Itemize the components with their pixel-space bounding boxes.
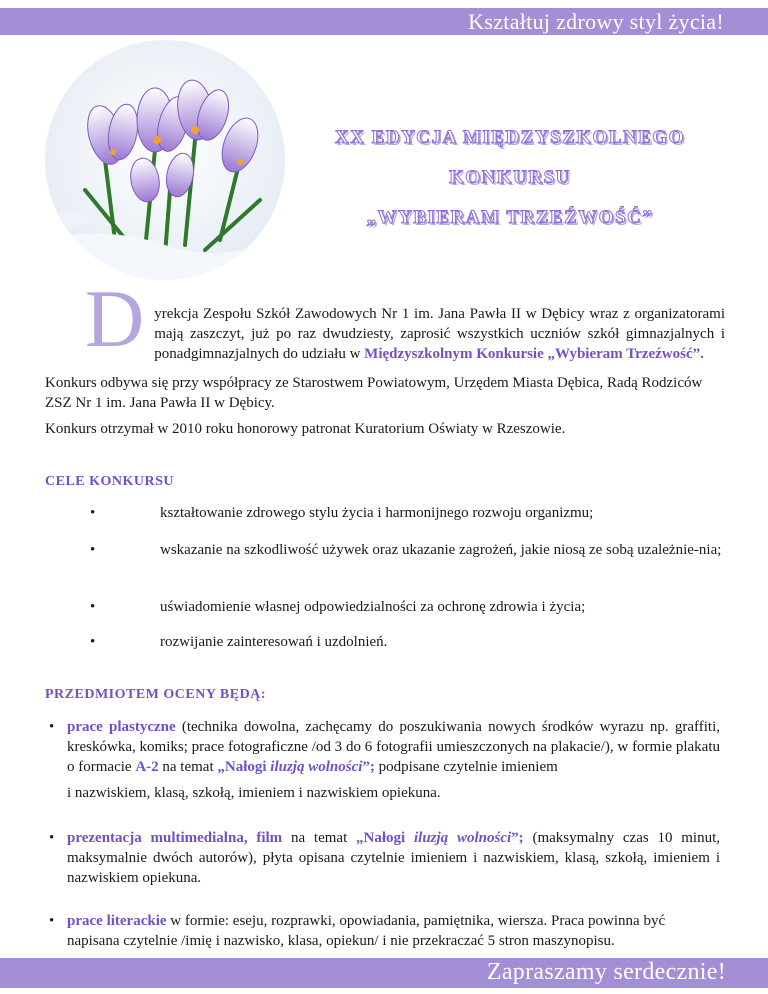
criteria-text: (technika dowolna, zachęcamy do poszukiwania nowych środków wyrazu np. graffiti, kreskówka, komiks; prace fotograficzne /od 3 do 6 fotografii umieszczonych na plakacie/), w formie plakatu o formacie	[67, 719, 720, 775]
bullet: •	[90, 634, 96, 650]
criteria-label: prace literackie	[67, 913, 167, 929]
cooperation-paragraph: Konkurs odbywa się przy współpracy ze Starostwem Powiatowym, Urzędem Miasta Dębica, Radą Rodziców ZSZ Nr 1 im. Jana Pawła II w Dębicy.	[45, 375, 703, 411]
criteria-label: prezentacja multimedialna, film	[67, 830, 283, 846]
criteria-text: w formie: eseju, rozprawki, opowiadania, pamiętnika, wiersza. Praca powinna być napisana czytelnie /imię i nazwisko, klasa, opiekun/ i nie przekraczać 5 stron maszynopisu.	[67, 913, 666, 949]
criteria-text: podpisane czytelnie imieniem	[374, 759, 558, 775]
crocus-photo	[45, 40, 285, 280]
footer-banner	[0, 958, 768, 988]
bullet: •	[49, 719, 55, 735]
criteria-text: na temat	[158, 759, 218, 775]
goal-text: rozwijanie zainteresowań i uzdolnień.	[160, 634, 388, 650]
topic-italic: iluzją wolności	[270, 759, 363, 775]
topic-close: ”;	[362, 759, 375, 775]
contest-title	[300, 118, 720, 238]
header-banner	[0, 8, 768, 35]
criteria-title: PRZEDMIOTEM OCENY BĘDĄ:	[45, 687, 266, 702]
title-line-1: XX EDYCJA MIĘDZYSZKOLNEGO	[335, 127, 685, 148]
intro-highlight: Międzyszkolnym Konkursie „Wybieram Trzeźwość”.	[364, 346, 704, 362]
title-line-2: KONKURSU	[449, 167, 571, 188]
goal-text: wskazanie na szkodliwość używek oraz ukazanie zagrożeń, jakie niosą ze sobą uzależnie-nia;	[160, 542, 722, 558]
bullet: •	[90, 505, 96, 521]
title-line-3: „WYBIERAM TRZEŹWOŚĆ”	[366, 207, 654, 228]
bullet: •	[49, 913, 55, 929]
footer-closing: Zapraszamy serdecznie!	[486, 959, 726, 985]
criteria-text: (maksymalny czas 10 minut, maksymalnie dwóch autorów), płyta opisana czytelnie imieniem i nazwiskiem, klasą, szkołą, imieniem i nazwiskiem opiekuna.	[67, 830, 721, 886]
intro-text: yrekcja Zespołu Szkół Zawodowych Nr 1 im. Jana Pawła II w Dębicy wraz z organizatorami mają zaszczyt, już po raz dwudziesty, zaprosić wszystkich uczniów szkół gimnazjalnych i ponadgimnazjalnych do udziału w	[154, 306, 725, 362]
goals-title: CELE KONKURSU	[45, 474, 175, 489]
topic-open: „Nałogi	[356, 830, 414, 846]
goal-text: uświadomienie własnej odpowiedzialności za ochronę zdrowia i życia;	[160, 599, 586, 615]
criteria-text: i nazwiskiem, klasą, szkołą, imieniem i nazwiskiem opiekuna.	[67, 785, 441, 801]
topic-italic: iluzją wolności	[414, 830, 512, 846]
bullet: •	[49, 830, 55, 846]
drop-cap: D	[85, 273, 145, 364]
topic-open: „Nałogi	[217, 759, 271, 775]
topic-close: ”;	[511, 830, 524, 846]
bullet: •	[90, 542, 96, 558]
bullet: •	[90, 599, 96, 615]
criteria-label: prace plastyczne	[67, 719, 176, 735]
criteria-text: na temat	[282, 830, 357, 846]
header-slogan: Kształtuj zdrowy styl życia!	[468, 9, 724, 34]
goal-text: kształtowanie zdrowego stylu życia i harmonijnego rozwoju organizmu;	[160, 505, 594, 521]
format-label: A-2	[135, 759, 159, 775]
intro-paragraph	[45, 273, 725, 364]
patronage-paragraph: Konkurs otrzymał w 2010 roku honorowy patronat Kuratorium Oświaty w Rzeszowie.	[45, 421, 566, 437]
